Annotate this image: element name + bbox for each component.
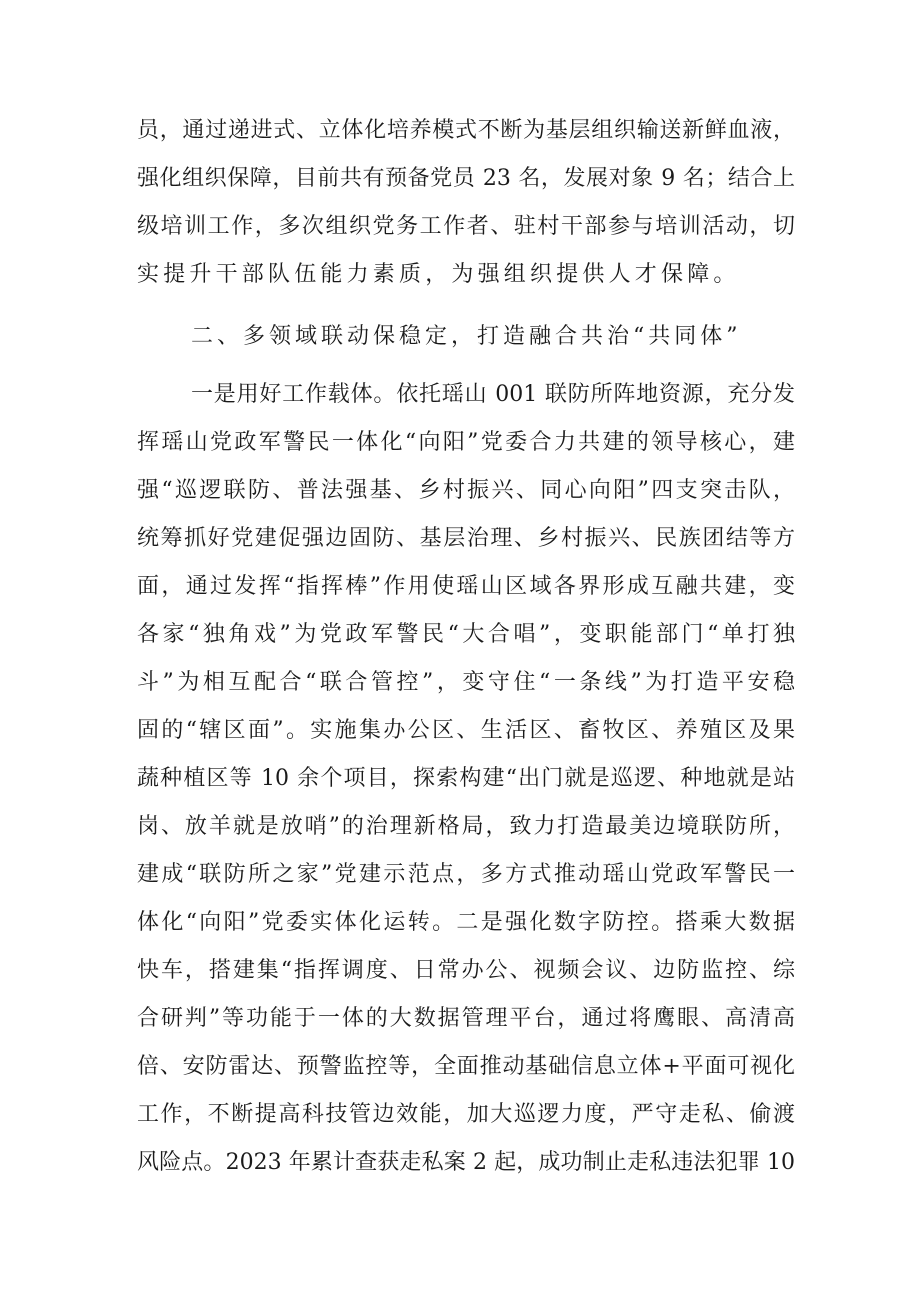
paragraph-line: 倍、安防雷达、预警监控等，全面推动基础信息立体+平面可视化 <box>137 1054 795 1079</box>
paragraph-line: 合研判”等功能于一体的大数据管理平台，通过将鹰眼、高清高 <box>137 1006 795 1031</box>
paragraph-line: 实提升干部队伍能力素质，为强组织提供人才保障。 <box>137 262 740 287</box>
paragraph-line: 岗、放羊就是放哨”的治理新格局，致力打造最美边境联防所， <box>137 814 795 839</box>
paragraph-line: 风险点。2023 年累计查获走私案 2 起，成功制止走私违法犯罪 10 <box>137 1150 795 1175</box>
paragraph-line: 固的“辖区面”。实施集办公区、生活区、畜牧区、养殖区及果 <box>137 718 795 743</box>
paragraph-line: 一是用好工作载体。依托瑶山 001 联防所阵地资源，充分发 <box>191 382 795 407</box>
paragraph-line: 建成“联防所之家”党建示范点，多方式推动瑶山党政军警民一 <box>137 862 795 887</box>
paragraph-line: 蔬种植区等 10 余个项目，探索构建“出门就是巡逻、种地就是站 <box>137 766 795 791</box>
paragraph-line: 强“巡逻联防、普法强基、乡村振兴、同心向阳”四支突击队， <box>137 478 795 503</box>
paragraph-line: 强化组织保障，目前共有预备党员 23 名，发展对象 9 名；结合上 <box>137 166 795 191</box>
paragraph-line: 各家“独角戏”为党政军警民“大合唱”，变职能部门“单打独 <box>137 622 795 647</box>
section-heading: 二、多领域联动保稳定，打造融合共治“共同体” <box>191 324 742 349</box>
paragraph-line: 级培训工作，多次组织党务工作者、驻村干部参与培训活动，切 <box>137 214 795 239</box>
paragraph-line: 斗”为相互配合“联合管控”，变守住“一条线”为打造平安稳 <box>137 670 795 695</box>
paragraph-line: 工作，不断提高科技管边效能，加大巡逻力度，严守走私、偷渡 <box>137 1102 795 1127</box>
paragraph-line: 统筹抓好党建促强边固防、基层治理、乡村振兴、民族团结等方 <box>137 526 795 551</box>
paragraph-line: 挥瑶山党政军警民一体化“向阳”党委合力共建的领导核心，建 <box>137 430 795 455</box>
paragraph-line: 面，通过发挥“指挥棒”作用使瑶山区域各界形成互融共建，变 <box>137 574 795 599</box>
paragraph-line: 员，通过递进式、立体化培养模式不断为基层组织输送新鲜血液， <box>137 118 795 143</box>
paragraph-line: 快车，搭建集“指挥调度、日常办公、视频会议、边防监控、综 <box>137 958 795 983</box>
paragraph-line: 体化“向阳”党委实体化运转。二是强化数字防控。搭乘大数据 <box>137 910 795 935</box>
